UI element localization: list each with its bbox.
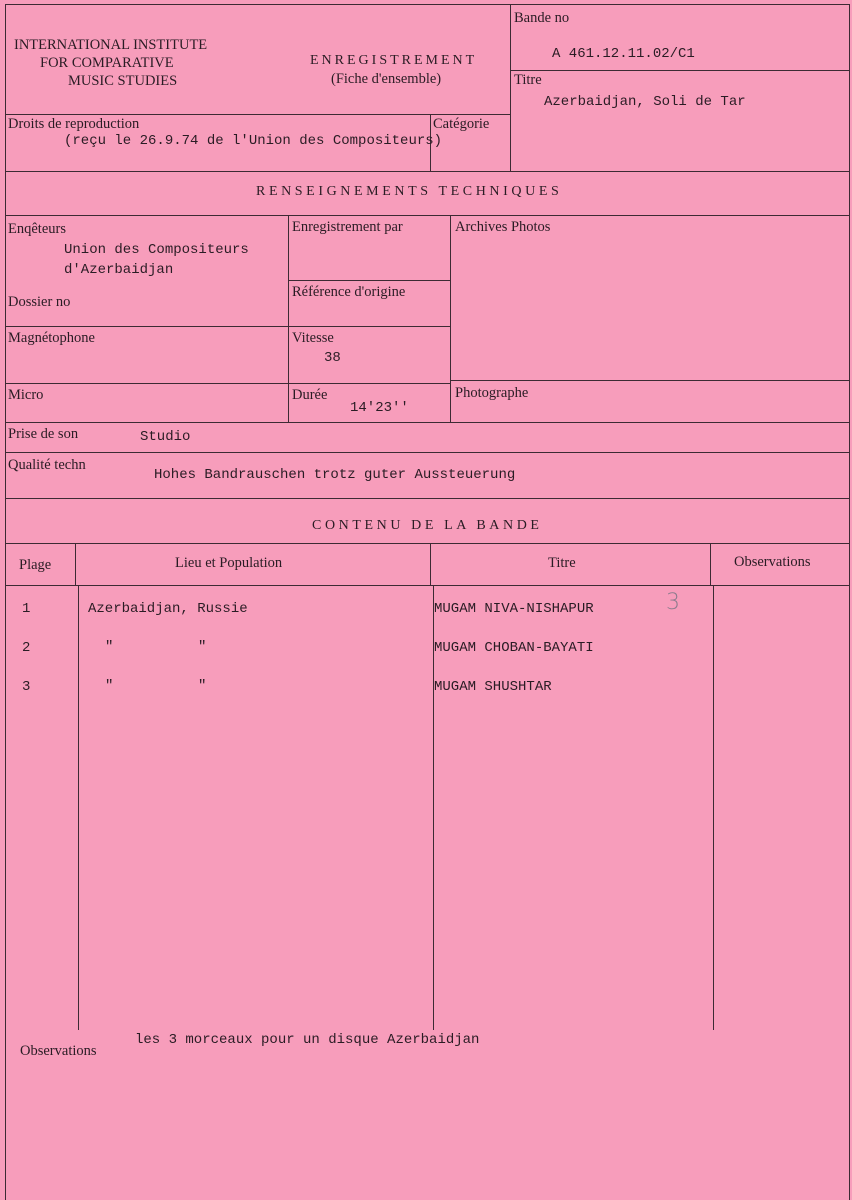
col-header-titre: Titre: [548, 555, 576, 571]
technique-heading-line: [5, 215, 850, 216]
enregistrement-title: ENREGISTREMENT: [310, 53, 478, 68]
observations-value: les 3 morceaux pour un disque Azerbaidjan: [135, 1032, 480, 1048]
table-top-line: [5, 543, 850, 544]
row-3-plage: 3: [22, 679, 31, 695]
archives-divider: [450, 380, 850, 381]
table-col-divider-2: [430, 543, 431, 585]
table-header-line: [5, 585, 850, 586]
prise-label: Prise de son: [8, 426, 79, 442]
prise-divider: [5, 452, 850, 453]
row-1-lieu: Azerbaidjan, Russie: [88, 601, 248, 617]
row-1-plage: 1: [22, 601, 31, 617]
enqueteurs-line-2: d'Azerbaidjan: [64, 262, 174, 278]
magnetophone-divider: [5, 383, 450, 384]
table-col-divider-3: [710, 543, 711, 585]
qualite-divider: [5, 498, 850, 499]
duree-label: Durée: [292, 387, 328, 403]
micro-label: Micro: [8, 387, 44, 403]
dossier-label: Dossier no: [8, 294, 71, 310]
categorie-label: Catégorie: [433, 116, 490, 132]
archives-photos-label: Archives Photos: [455, 219, 551, 235]
dossier-divider: [5, 326, 450, 327]
col-header-lieu: Lieu et Population: [175, 555, 283, 571]
qualite-value: Hohes Bandrauschen trotz guter Aussteuerung: [154, 467, 516, 483]
prise-value: Studio: [140, 429, 191, 445]
fiche-subtitle: (Fiche d'ensemble): [331, 71, 442, 87]
row-1-titre: MUGAM NIVA-NISHAPUR: [434, 601, 594, 617]
droits-value: (reçu le 26.9.74 de l'Union des Compositeurs): [64, 133, 443, 149]
vitesse-label: Vitesse: [292, 330, 334, 346]
enqueteurs-line-1: Union des Compositeurs: [64, 242, 249, 258]
header-divider-vertical: [510, 4, 511, 172]
enqueteurs-label: Enqêteurs: [8, 221, 66, 237]
top-border: [5, 4, 850, 5]
row-3-titre: MUGAM SHUSHTAR: [434, 679, 552, 695]
right-border: [849, 4, 850, 1200]
contenu-heading: CONTENU DE LA BANDE: [312, 518, 543, 533]
tech-col-divider-2: [450, 215, 451, 423]
duree-value: 14'23'': [350, 400, 409, 416]
row-3-lieu-ditto-b: ": [198, 678, 207, 694]
left-border: [5, 4, 6, 1200]
enregistrement-ref-divider: [288, 280, 450, 281]
col-header-plage: Plage: [19, 557, 52, 573]
bande-label: Bande no: [514, 10, 570, 26]
row-3-lieu-ditto-a: ": [105, 678, 114, 694]
qualite-label: Qualité techn: [8, 457, 86, 473]
observations-label: Observations: [20, 1043, 97, 1059]
row-2-lieu-ditto-b: ": [198, 639, 207, 655]
technique-heading: RENSEIGNEMENTS TECHNIQUES: [256, 184, 563, 199]
titre-value: Azerbaidjan, Soli de Tar: [544, 94, 746, 110]
institute-line-1: INTERNATIONAL INSTITUTE: [14, 37, 208, 53]
photographe-label: Photographe: [455, 385, 529, 401]
vitesse-value: 38: [324, 350, 341, 366]
bande-value: A 461.12.11.02/C1: [552, 46, 695, 62]
reference-label: Référence d'origine: [292, 284, 406, 300]
tech-col-divider-1: [288, 215, 289, 423]
institute-line-3: MUSIC STUDIES: [68, 73, 178, 89]
header-end-line: [5, 171, 850, 172]
droits-label: Droits de reproduction: [8, 116, 140, 132]
table-col-divider-3b: [713, 585, 714, 1030]
bande-titre-divider: [510, 70, 850, 71]
row-1-handwritten-note: 3: [666, 590, 680, 615]
table-col-divider-1: [75, 543, 76, 585]
magnetophone-label: Magnétophone: [8, 330, 95, 346]
row-2-lieu-ditto-a: ": [105, 639, 114, 655]
enregistrement-par-label: Enregistrement par: [292, 219, 403, 235]
table-col-divider-1b: [78, 585, 79, 1030]
micro-divider: [5, 422, 850, 423]
row-2-plage: 2: [22, 640, 31, 656]
row-2-titre: MUGAM CHOBAN-BAYATI: [434, 640, 594, 656]
titre-label: Titre: [514, 72, 542, 88]
col-header-observations: Observations: [734, 554, 811, 570]
institute-line-2: FOR COMPARATIVE: [40, 55, 174, 71]
